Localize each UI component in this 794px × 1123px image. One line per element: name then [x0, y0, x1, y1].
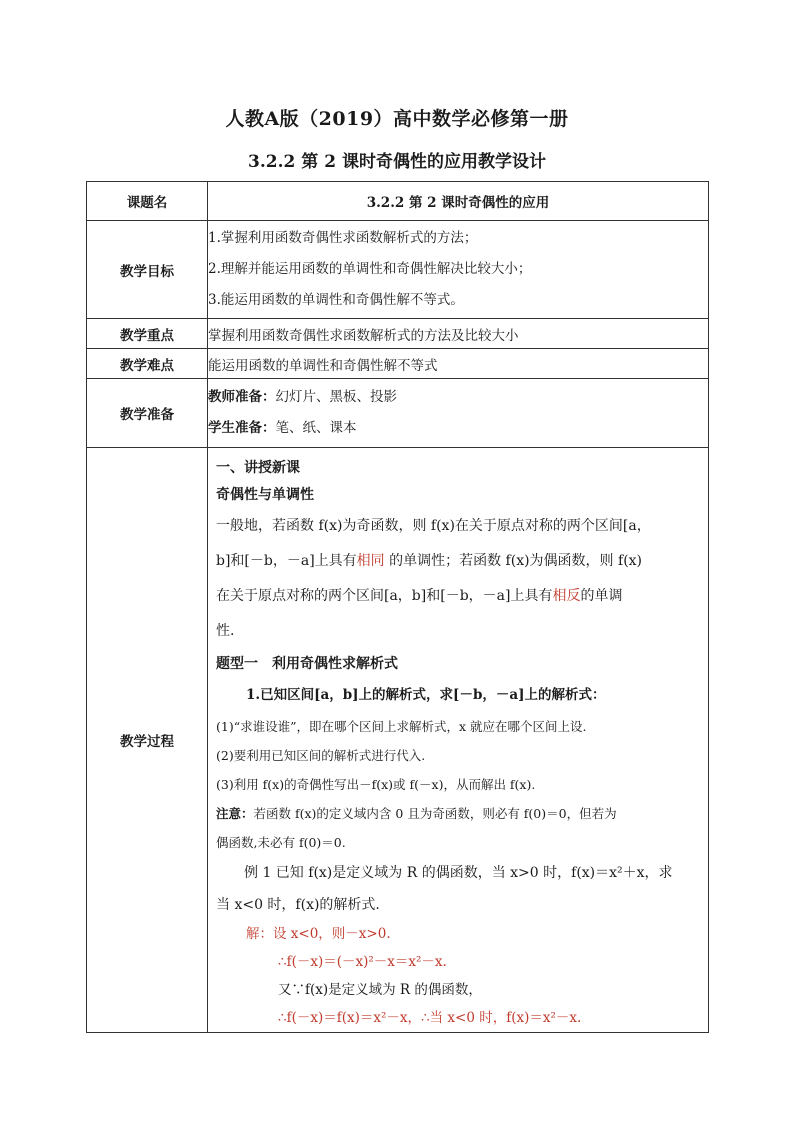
solution-line: 又∵f(x)是定义域为 R 的偶函数，: [278, 982, 482, 998]
row-topic: [87, 182, 709, 221]
solution-line: ∴f(－x)＝(－x)²－x＝x²－x.: [278, 954, 447, 970]
label-goals: 教学目标: [87, 221, 208, 319]
student-prep-label: 学生准备：: [208, 420, 276, 436]
goal-item: 2.理解并能运用函数的单调性和奇偶性解决比较大小；: [208, 261, 532, 277]
solution-line: 解：设 x<0，则－x>0.: [246, 926, 391, 942]
row-key-points: [87, 319, 709, 349]
goal-item: 3.能运用函数的单调性和奇偶性解不等式。: [208, 292, 464, 308]
row-process: [87, 448, 709, 1033]
example-line: 例 1 已知 f(x)是定义域为 R 的偶函数，当 x>0 时，f(x)＝x²＋x，求: [244, 865, 673, 881]
note-label: 注意：: [216, 806, 254, 821]
paragraph-line: b]和[－b，－a]上具有相同 的单调性；若函数 f(x)为偶函数，则 f(x): [216, 553, 643, 569]
sub-heading: 奇偶性与单调性: [216, 487, 314, 503]
note-line: 注意：若函数 f(x)的定义域内含 0 且为奇函数，则必有 f(0)＝0，但若为: [216, 806, 617, 821]
value-difficulties: 能运用函数的单调性和奇偶性解不等式: [208, 349, 709, 379]
value-preparation: [208, 379, 709, 448]
label-preparation: 教学准备: [87, 379, 208, 448]
value-key-points: 掌握利用函数奇偶性求函数解析式的方法及比较大小: [208, 319, 709, 349]
teacher-prep-label: 教师准备：: [208, 389, 276, 405]
label-key-points: 教学重点: [87, 319, 208, 349]
row-goals: [87, 221, 709, 319]
method-heading: 1.已知区间[a，b]上的解析式，求[－b，－a]上的解析式：: [246, 687, 606, 703]
method-step: (1)“求谁设谁”，即在哪个区间上求解析式，x 就应在哪个区间上设.: [216, 719, 587, 734]
fill-blank-answer: 相同: [356, 553, 385, 569]
question-type-heading: 题型一 利用奇偶性求解析式: [216, 656, 398, 672]
row-difficulties: [87, 349, 709, 379]
section-heading: 一、讲授新课: [216, 460, 300, 476]
value-topic: 3.2.2 第 2 课时奇偶性的应用: [208, 182, 709, 221]
example-line: 当 x<0 时，f(x)的解析式.: [216, 897, 380, 913]
label-process: 教学过程: [87, 448, 208, 1033]
method-step: (2)要利用已知区间的解析式进行代入.: [216, 748, 426, 763]
label-difficulties: 教学难点: [87, 349, 208, 379]
note-line: 偶函数,未必有 f(0)＝0.: [216, 835, 346, 850]
lesson-plan-table: [86, 181, 709, 1033]
paragraph-line: 性.: [216, 623, 235, 639]
document-title: 人教A版（2019）高中数学必修第一册: [225, 108, 569, 130]
fill-blank-answer: 相反: [552, 588, 581, 604]
row-preparation: [87, 379, 709, 448]
goal-item: 1.掌握利用函数奇偶性求函数解析式的方法；: [208, 230, 478, 246]
method-step: (3)利用 f(x)的奇偶性写出－f(x)或 f(－x)，从而解出 f(x).: [216, 777, 536, 792]
document-subtitle: 3.2.2 第 2 课时奇偶性的应用教学设计: [248, 152, 546, 172]
teacher-prep-value: 幻灯片、黑板、投影: [275, 389, 397, 405]
paragraph-line: 一般地，若函数 f(x)为奇函数，则 f(x)在关于原点对称的两个区间[a，: [216, 518, 651, 534]
value-process: [208, 448, 709, 1033]
label-topic: 课题名: [87, 182, 208, 221]
paragraph-line: 在关于原点对称的两个区间[a，b]和[－b，－a]上具有相反的单调: [216, 588, 623, 604]
student-prep-value: 笔、纸、课本: [275, 420, 357, 436]
value-goals: [208, 221, 709, 319]
solution-line: ∴f(－x)＝f(x)＝x²－x，∴当 x<0 时，f(x)＝x²－x.: [278, 1010, 582, 1026]
